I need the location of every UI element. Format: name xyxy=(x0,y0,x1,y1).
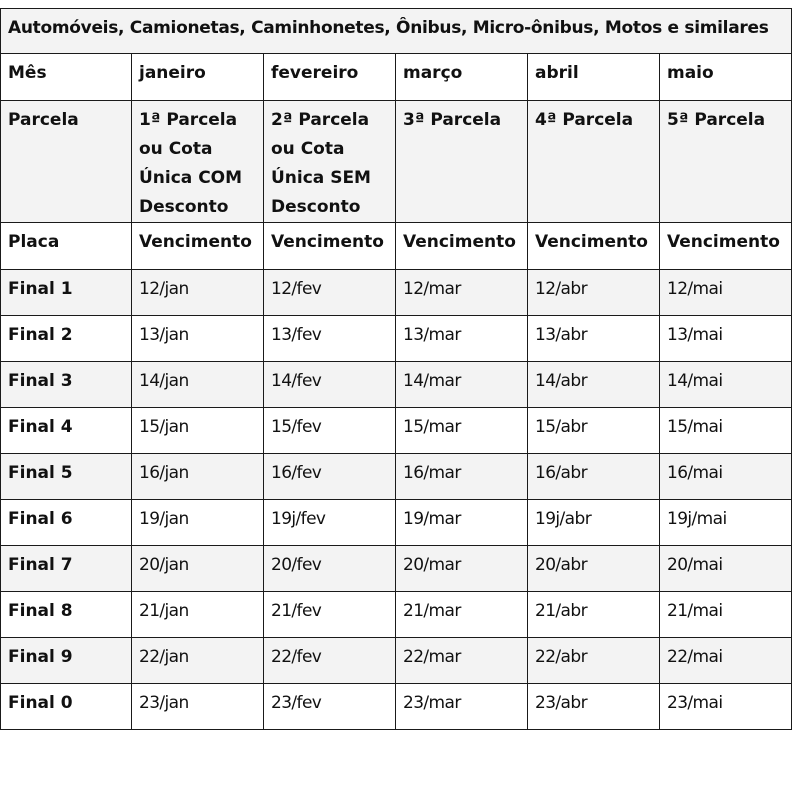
due-date-cell: 21/abr xyxy=(528,592,660,638)
parcela-row xyxy=(1,101,792,223)
due-date-cell: 19j/mai xyxy=(660,500,792,546)
month-header-row xyxy=(1,54,792,101)
parcela-cell: 3ª Parcela xyxy=(396,101,528,223)
due-date-cell: 16/mai xyxy=(660,454,792,500)
plate-final-cell: Final 0 xyxy=(1,684,132,730)
due-date-cell: 21/fev xyxy=(264,592,396,638)
vencimento-header: Vencimento xyxy=(132,223,264,270)
table-row xyxy=(1,546,792,592)
due-date-cell: 14/fev xyxy=(264,362,396,408)
due-date-cell: 21/mar xyxy=(396,592,528,638)
vencimento-header: Vencimento xyxy=(528,223,660,270)
due-date-cell: 15/jan xyxy=(132,408,264,454)
due-date-cell: 12/mar xyxy=(396,270,528,316)
due-date-cell: 13/abr xyxy=(528,316,660,362)
plate-final-cell: Final 3 xyxy=(1,362,132,408)
due-date-cell: 13/mar xyxy=(396,316,528,362)
month-header-cell: fevereiro xyxy=(264,54,396,101)
table-row xyxy=(1,362,792,408)
parcela-cell: 4ª Parcela xyxy=(528,101,660,223)
due-date-cell: 21/mai xyxy=(660,592,792,638)
due-date-cell: 12/mai xyxy=(660,270,792,316)
due-date-cell: 15/fev xyxy=(264,408,396,454)
due-date-cell: 16/abr xyxy=(528,454,660,500)
due-date-cell: 13/fev xyxy=(264,316,396,362)
due-date-cell: 22/jan xyxy=(132,638,264,684)
due-date-cell: 20/mai xyxy=(660,546,792,592)
vencimento-header: Vencimento xyxy=(264,223,396,270)
due-date-cell: 13/mai xyxy=(660,316,792,362)
month-header-cell: março xyxy=(396,54,528,101)
plate-final-cell: Final 6 xyxy=(1,500,132,546)
plate-final-cell: Final 8 xyxy=(1,592,132,638)
due-date-cell: 20/fev xyxy=(264,546,396,592)
table-row xyxy=(1,408,792,454)
table-title: Automóveis, Camionetas, Caminhonetes, Ônibus, Micro-ônibus, Motos e similares xyxy=(1,9,792,54)
due-date-cell: 16/mar xyxy=(396,454,528,500)
due-date-cell: 13/jan xyxy=(132,316,264,362)
due-date-table-body xyxy=(1,9,792,730)
due-date-cell: 22/mai xyxy=(660,638,792,684)
due-date-cell: 20/mar xyxy=(396,546,528,592)
parcela-cell: 5ª Parcela xyxy=(660,101,792,223)
plate-final-cell: Final 4 xyxy=(1,408,132,454)
due-date-cell: 23/jan xyxy=(132,684,264,730)
vencimento-header: Vencimento xyxy=(660,223,792,270)
due-date-cell: 22/mar xyxy=(396,638,528,684)
table-row xyxy=(1,638,792,684)
plate-final-cell: Final 5 xyxy=(1,454,132,500)
month-header-label: Mês xyxy=(1,54,132,101)
due-date-cell: 19j/abr xyxy=(528,500,660,546)
due-date-cell: 16/fev xyxy=(264,454,396,500)
table-row xyxy=(1,500,792,546)
due-date-cell: 12/abr xyxy=(528,270,660,316)
parcela-cell: 1ª Parcela ou Cota Única COM Desconto xyxy=(132,101,264,223)
table-row xyxy=(1,454,792,500)
due-date-cell: 12/fev xyxy=(264,270,396,316)
due-date-cell: 23/fev xyxy=(264,684,396,730)
due-date-cell: 19/jan xyxy=(132,500,264,546)
month-header-cell: janeiro xyxy=(132,54,264,101)
due-date-table xyxy=(0,8,792,730)
due-date-cell: 21/jan xyxy=(132,592,264,638)
placa-header-row xyxy=(1,223,792,270)
table-row xyxy=(1,684,792,730)
due-date-cell: 19/mar xyxy=(396,500,528,546)
plate-final-cell: Final 2 xyxy=(1,316,132,362)
due-date-cell: 22/fev xyxy=(264,638,396,684)
due-date-cell: 23/mai xyxy=(660,684,792,730)
due-date-cell: 23/abr xyxy=(528,684,660,730)
due-date-cell: 14/mar xyxy=(396,362,528,408)
vencimento-header: Vencimento xyxy=(396,223,528,270)
due-date-cell: 23/mar xyxy=(396,684,528,730)
placa-label: Placa xyxy=(1,223,132,270)
table-row xyxy=(1,592,792,638)
due-date-cell: 20/jan xyxy=(132,546,264,592)
due-date-cell: 15/mai xyxy=(660,408,792,454)
due-date-cell: 20/abr xyxy=(528,546,660,592)
parcela-label: Parcela xyxy=(1,101,132,223)
month-header-cell: maio xyxy=(660,54,792,101)
plate-final-cell: Final 1 xyxy=(1,270,132,316)
due-date-cell: 15/abr xyxy=(528,408,660,454)
table-row xyxy=(1,316,792,362)
due-date-cell: 15/mar xyxy=(396,408,528,454)
due-date-cell: 14/mai xyxy=(660,362,792,408)
plate-final-cell: Final 9 xyxy=(1,638,132,684)
due-date-cell: 22/abr xyxy=(528,638,660,684)
due-date-cell: 16/jan xyxy=(132,454,264,500)
plate-final-cell: Final 7 xyxy=(1,546,132,592)
month-header-cell: abril xyxy=(528,54,660,101)
table-row xyxy=(1,270,792,316)
due-date-cell: 14/abr xyxy=(528,362,660,408)
due-date-cell: 14/jan xyxy=(132,362,264,408)
parcela-cell: 2ª Parcela ou Cota Única SEM Desconto xyxy=(264,101,396,223)
table-title-row xyxy=(1,9,792,54)
due-date-cell: 19j/fev xyxy=(264,500,396,546)
due-date-cell: 12/jan xyxy=(132,270,264,316)
